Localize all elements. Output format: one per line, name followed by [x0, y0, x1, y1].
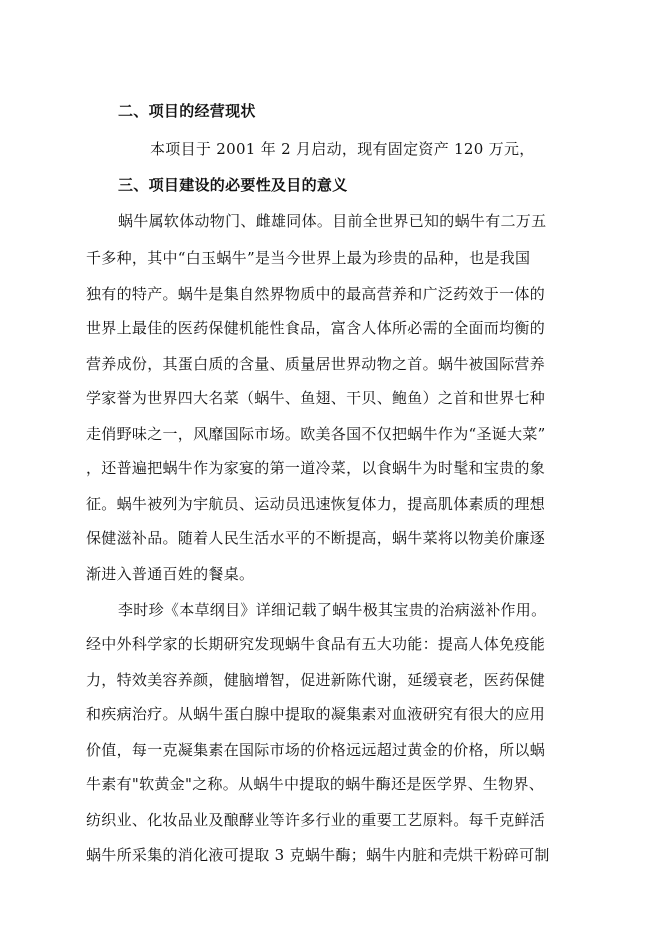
paragraph-1-line: 世界上最佳的医药保健机能性食品，富含人体所必需的全面而均衡的 [86, 319, 546, 337]
paragraph-1-line: 独有的特产。蜗牛是集自然界物质中的最高营养和广泛药效于一体的 [86, 285, 546, 303]
paragraph-1-line: 走俏野味之一，风靡国际市场。欧美各国不仅把蜗牛作为“圣诞大菜” [86, 425, 546, 443]
status-text: 本项目于 2001 年 2 月启动，现有固定资产 120 万元， [150, 140, 535, 158]
paragraph-1-line: 学家誉为世界四大名菜（蜗牛、鱼翅、干贝、鲍鱼）之首和世界七种 [86, 389, 546, 407]
paragraph-1-line: 保健滋补品。随着人民生活水平的不断提高，蜗牛菜将以物美价廉逐 [86, 529, 546, 547]
paragraph-1-line: 蜗牛属软体动物门、雌雄同体。目前全世界已知的蜗牛有二万五 [118, 212, 547, 230]
paragraph-2-line: 牛素有"软黄金"之称。从蜗牛中提取的蜗牛酶还是医学界、生物界、 [86, 775, 545, 793]
paragraph-1-line: ，还普遍把蜗牛作为家宴的第一道冷菜，以食蜗牛为时髦和宝贵的象 [86, 459, 546, 477]
paragraph-2-line: 和疾病治疗。从蜗牛蛋白腺中提取的凝集素对血液研究有很大的应用 [86, 705, 546, 723]
paragraph-1-line: 征。蜗牛被列为宇航员、运动员迅速恢复体力，提高肌体素质的理想 [86, 495, 546, 513]
paragraph-2-line: 经中外科学家的长期研究发现蜗牛食品有五大功能：提高人体免疫能 [86, 635, 546, 653]
paragraph-2-line: 蜗牛所采集的消化液可提取 3 克蜗牛酶；蜗牛内脏和壳烘干粉碎可制 [86, 846, 550, 864]
paragraph-2-line: 力，特效美容养颜，健脑增智，促进新陈代谢，延缓衰老，医药保健 [86, 671, 546, 689]
paragraph-1-line: 渐进入普通百姓的餐桌。 [86, 565, 255, 583]
section-heading-significance: 三、项目建设的必要性及目的意义 [118, 176, 348, 194]
paragraph-1-line: 营养成份，其蛋白质的含量、质量居世界动物之首。蜗牛被国际营养 [86, 355, 546, 373]
paragraph-2-line: 李时珍《本草纲目》详细记载了蜗牛极其宝贵的治病滋补作用。 [118, 601, 547, 619]
paragraph-1-line: 千多种，其中“白玉蜗牛”是当今世界上最为珍贵的品种，也是我国 [86, 249, 531, 267]
paragraph-2-line: 价值，每一克凝集素在国际市场的价格远远超过黄金的价格，所以蜗 [86, 741, 546, 759]
paragraph-2-line: 纺织业、化妆品业及酿酵业等许多行业的重要工艺原料。每千克鲜活 [86, 811, 546, 829]
section-heading-status: 二、项目的经营现状 [118, 102, 256, 120]
